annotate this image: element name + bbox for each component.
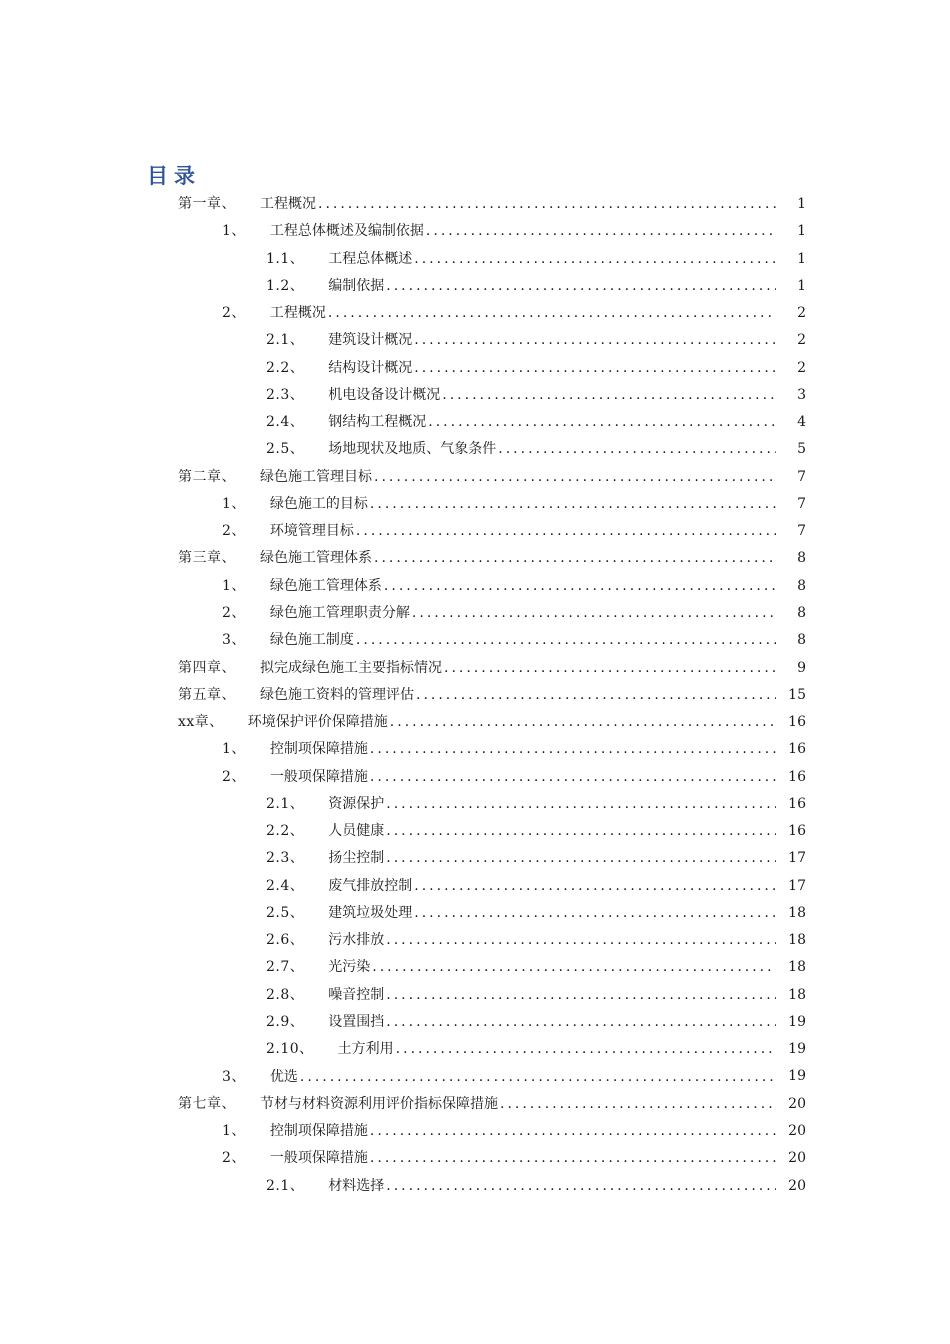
toc-entry-title: 材料选择 [328, 1177, 385, 1194]
toc-entry-page-number: 4 [780, 409, 806, 436]
toc-entry-number: 2、 [222, 523, 246, 540]
toc-entry[interactable] [0, 791, 950, 818]
toc-entry-page-number: 19 [780, 1036, 806, 1063]
toc-entry-title: 绿色施工制度 [269, 632, 354, 649]
toc-entry-page-number: 1 [780, 218, 806, 245]
toc-entry-page-number: 2 [780, 300, 806, 327]
toc-entry-number: 2.5、 [266, 441, 305, 458]
toc-entry-number: 2.3、 [266, 850, 305, 867]
toc-entry[interactable] [0, 436, 950, 463]
toc-entry-number: 2.7、 [266, 959, 305, 976]
toc-entry-title: 绿色施工管理职责分解 [269, 604, 410, 621]
toc-entry-page-number: 7 [780, 464, 806, 491]
toc-entry[interactable] [0, 954, 950, 981]
toc-dot-leader [396, 1036, 776, 1063]
toc-entry-page-number: 2 [780, 327, 806, 354]
toc-dot-leader [356, 518, 776, 545]
toc-dot-leader [356, 627, 776, 654]
toc-entry-number: 第三章、 [178, 550, 236, 567]
toc-entry-title: 绿色施工管理目标 [260, 468, 372, 485]
toc-dot-leader [428, 409, 776, 436]
toc-entry-title: 控制项保障措施 [269, 741, 368, 758]
toc-entry-number: 2.4、 [266, 877, 305, 894]
toc-entry-number: 2、 [222, 768, 246, 785]
toc-entry-title: 土方利用 [337, 1041, 394, 1058]
toc-dot-leader [412, 600, 776, 627]
toc-entry[interactable] [0, 1036, 950, 1063]
toc-entry[interactable] [0, 1064, 950, 1091]
toc-entry-number: 1、 [222, 1123, 246, 1140]
toc-entry-title: 光污染 [328, 959, 371, 976]
toc-entry[interactable] [0, 300, 950, 327]
toc-entry-number: 2.9、 [266, 1013, 305, 1030]
toc-entry[interactable] [0, 682, 950, 709]
toc-entry[interactable] [0, 191, 950, 218]
toc-entry-number: 1.1、 [266, 250, 305, 267]
toc-entry-title: 建筑设计概况 [328, 332, 413, 349]
toc-entry-page-number: 20 [780, 1145, 806, 1172]
toc-entry-title: 场地现状及地质、气象条件 [328, 441, 497, 458]
toc-list [0, 191, 950, 1200]
toc-entry[interactable] [0, 491, 950, 518]
toc-entry[interactable] [0, 1173, 950, 1200]
toc-entry-title: 废气排放控制 [328, 877, 413, 894]
toc-dot-leader [386, 927, 776, 954]
toc-dot-leader [370, 764, 776, 791]
toc-dot-leader [374, 464, 776, 491]
toc-dot-leader [414, 900, 776, 927]
toc-entry-page-number: 19 [780, 1009, 806, 1036]
toc-dot-leader [390, 709, 776, 736]
toc-entry[interactable] [0, 382, 950, 409]
toc-entry-page-number: 20 [780, 1118, 806, 1145]
toc-entry[interactable] [0, 655, 950, 682]
toc-entry-page-number: 17 [780, 845, 806, 872]
toc-entry-title: 环境管理目标 [269, 523, 354, 540]
toc-entry-page-number: 19 [780, 1063, 806, 1090]
toc-entry-page-number: 8 [780, 600, 806, 627]
toc-entry-title: 人员健康 [328, 823, 385, 840]
toc-entry[interactable] [0, 600, 950, 627]
toc-entry-number: 2.1、 [266, 332, 305, 349]
toc-entry-number: 1.2、 [266, 277, 305, 294]
toc-entry-title: 结构设计概况 [328, 359, 413, 376]
toc-entry-title: 一般项保障措施 [269, 768, 368, 785]
toc-entry-number: 2.1、 [266, 795, 305, 812]
toc-entry-number: 2.10、 [266, 1041, 314, 1058]
toc-entry-title: 节材与材料资源利用评价指标保障措施 [260, 1095, 498, 1112]
toc-dot-leader [386, 791, 776, 818]
toc-entry-number: 第七章、 [178, 1095, 236, 1112]
toc-entry[interactable] [0, 355, 950, 382]
toc-entry[interactable] [0, 1145, 950, 1172]
toc-entry-title: 一般项保障措施 [269, 1150, 368, 1167]
toc-entry-title: 扬尘控制 [328, 850, 385, 867]
toc-entry-page-number: 16 [780, 818, 806, 845]
toc-dot-leader [386, 982, 776, 1009]
toc-entry-page-number: 9 [780, 655, 806, 682]
toc-dot-leader [442, 382, 776, 409]
toc-dot-leader [500, 1091, 776, 1118]
toc-entry-title: 钢结构工程概况 [328, 414, 427, 431]
toc-entry[interactable] [0, 982, 950, 1009]
toc-entry[interactable] [0, 873, 950, 900]
toc-entry-number: 1、 [222, 577, 246, 594]
toc-dot-leader [370, 736, 776, 763]
toc-entry[interactable] [0, 246, 950, 273]
toc-title: 目录 [147, 164, 201, 188]
toc-dot-leader [498, 436, 776, 463]
toc-entry-page-number: 7 [780, 491, 806, 518]
toc-entry[interactable] [0, 273, 950, 300]
toc-entry-title: 资源保护 [328, 795, 385, 812]
toc-entry[interactable] [0, 736, 950, 763]
toc-dot-leader [414, 327, 776, 354]
toc-dot-leader [444, 655, 776, 682]
toc-entry-page-number: 8 [780, 627, 806, 654]
toc-entry-number: 2、 [222, 305, 246, 322]
toc-entry[interactable] [0, 464, 950, 491]
toc-entry-number: 2.2、 [266, 359, 305, 376]
toc-entry-title: 建筑垃圾处理 [328, 904, 413, 921]
toc-entry-title: 优选 [269, 1068, 298, 1085]
toc-entry[interactable] [0, 845, 950, 872]
toc-entry-number: 3、 [222, 1068, 246, 1085]
toc-entry-title: 绿色施工资料的管理评估 [260, 686, 414, 703]
toc-entry[interactable] [0, 518, 950, 545]
toc-dot-leader [426, 218, 776, 245]
toc-dot-leader [386, 1173, 776, 1200]
toc-entry[interactable] [0, 327, 950, 354]
toc-entry-number: 1、 [222, 223, 246, 240]
toc-entry-page-number: 5 [780, 436, 806, 463]
toc-entry-page-number: 17 [780, 873, 806, 900]
toc-dot-leader [386, 818, 776, 845]
toc-entry-number: 第五章、 [178, 686, 236, 703]
toc-entry-number: 3、 [222, 632, 246, 649]
toc-entry-page-number: 20 [780, 1173, 806, 1200]
toc-entry-page-number: 16 [780, 736, 806, 763]
toc-entry[interactable] [0, 900, 950, 927]
toc-dot-leader [370, 1118, 776, 1145]
toc-entry-page-number: 8 [780, 573, 806, 600]
toc-dot-leader [386, 845, 776, 872]
toc-entry-title: 机电设备设计概况 [328, 386, 441, 403]
toc-entry-title: 工程概况 [269, 305, 326, 322]
toc-entry[interactable] [0, 218, 950, 245]
toc-entry-title: 编制依据 [328, 277, 385, 294]
toc-entry-number: 2.5、 [266, 904, 305, 921]
toc-entry-title: 绿色施工管理体系 [260, 550, 372, 567]
toc-entry-title: 拟完成绿色施工主要指标情况 [260, 659, 442, 676]
toc-entry-page-number: 16 [780, 709, 806, 736]
toc-entry-title: 控制项保障措施 [269, 1123, 368, 1140]
toc-entry-page-number: 2 [780, 355, 806, 382]
toc-dot-leader [384, 573, 776, 600]
toc-entry[interactable] [0, 409, 950, 436]
toc-entry-number: 2.8、 [266, 986, 305, 1003]
toc-dot-leader [374, 545, 776, 572]
toc-entry-number: 第二章、 [178, 468, 236, 485]
toc-entry-page-number: 1 [780, 191, 806, 218]
toc-dot-leader [372, 954, 776, 981]
toc-entry-page-number: 15 [780, 682, 806, 709]
toc-entry-page-number: 18 [780, 982, 806, 1009]
toc-entry-page-number: 16 [780, 764, 806, 791]
toc-entry-title: 噪音控制 [328, 986, 385, 1003]
toc-entry-page-number: 3 [780, 382, 806, 409]
toc-entry-page-number: 1 [780, 246, 806, 273]
toc-entry-number: 1、 [222, 495, 246, 512]
toc-entry-number: 2.3、 [266, 386, 305, 403]
toc-entry-page-number: 7 [780, 518, 806, 545]
toc-entry[interactable] [0, 545, 950, 572]
toc-entry-page-number: 20 [780, 1091, 806, 1118]
toc-entry[interactable] [0, 1009, 950, 1036]
toc-dot-leader [328, 300, 776, 327]
toc-entry-number: 1、 [222, 741, 246, 758]
toc-entry-number: 2、 [222, 604, 246, 621]
toc-dot-leader [318, 191, 776, 218]
toc-entry-title: 绿色施工管理体系 [269, 577, 382, 594]
toc-entry-page-number: 16 [780, 791, 806, 818]
toc-dot-leader [370, 1145, 776, 1172]
toc-dot-leader [416, 682, 776, 709]
toc-entry-number: 2.2、 [266, 823, 305, 840]
toc-entry-number: 2.1、 [266, 1177, 305, 1194]
toc-entry-page-number: 1 [780, 273, 806, 300]
toc-entry[interactable] [0, 764, 950, 791]
toc-entry-title: 工程总体概述 [328, 250, 413, 267]
toc-entry[interactable] [0, 627, 950, 654]
toc-entry[interactable] [0, 573, 950, 600]
toc-entry[interactable] [0, 818, 950, 845]
toc-entry-number: 2.4、 [266, 414, 305, 431]
toc-dot-leader [386, 273, 776, 300]
toc-dot-leader [414, 246, 776, 273]
toc-entry-title: 设置围挡 [328, 1013, 385, 1030]
toc-dot-leader [370, 491, 776, 518]
toc-entry-page-number: 18 [780, 900, 806, 927]
toc-entry[interactable] [0, 1091, 950, 1118]
toc-entry-title: 工程概况 [260, 196, 316, 212]
toc-entry[interactable] [0, 709, 950, 736]
toc-dot-leader [386, 1009, 776, 1036]
toc-entry[interactable] [0, 1118, 950, 1145]
toc-dot-leader [414, 355, 776, 382]
toc-entry-page-number: 18 [780, 927, 806, 954]
toc-entry-number: 2、 [222, 1150, 246, 1167]
toc-dot-leader [414, 873, 776, 900]
toc-entry-number: 第一章、 [178, 196, 236, 212]
toc-entry[interactable] [0, 927, 950, 954]
toc-entry-title: 污水排放 [328, 932, 385, 949]
toc-entry-number: xx章、 [178, 714, 224, 731]
toc-entry-page-number: 8 [780, 545, 806, 572]
toc-entry-title: 绿色施工的目标 [269, 495, 368, 512]
toc-entry-number: 第四章、 [178, 659, 236, 676]
toc-entry-title: 工程总体概述及编制依据 [269, 223, 424, 240]
toc-entry-title: 环境保护评价保障措施 [247, 714, 388, 731]
toc-dot-leader [300, 1064, 776, 1091]
toc-entry-page-number: 18 [780, 954, 806, 981]
toc-entry-number: 2.6、 [266, 932, 305, 949]
